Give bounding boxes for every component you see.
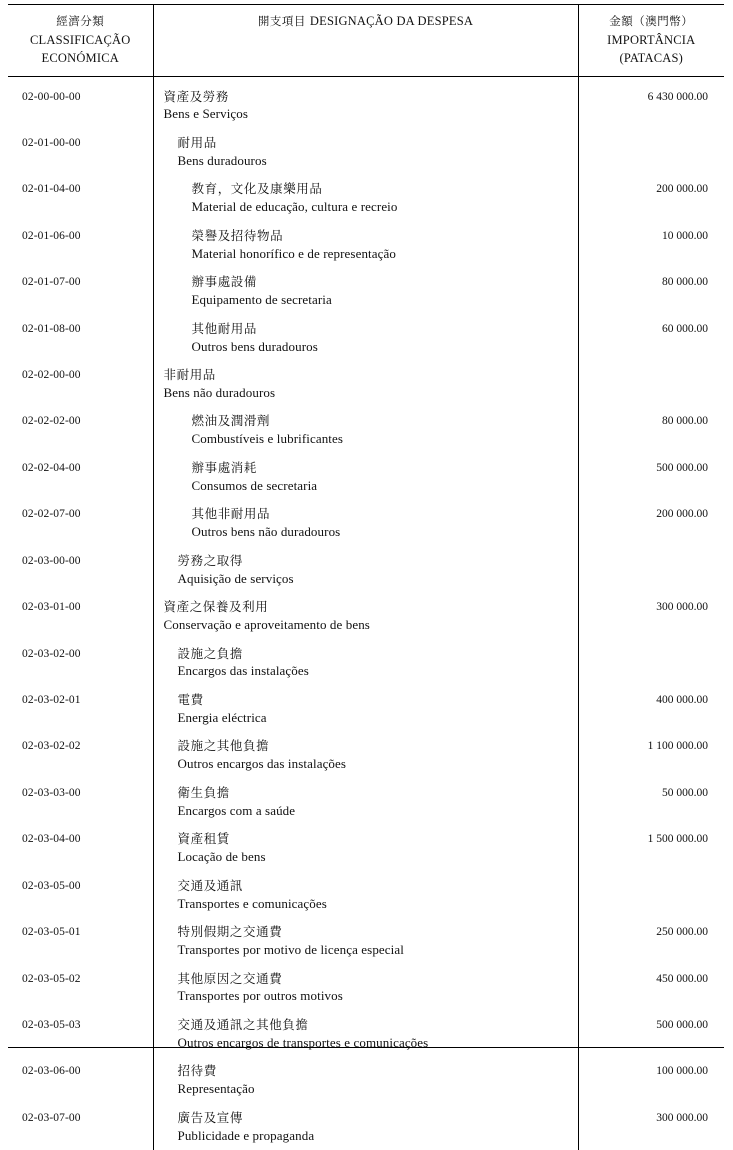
row-description-cn: 勞務之取得 — [177, 553, 244, 568]
row-classification-code: 02-03-02-00 — [22, 647, 81, 660]
row-description-cn: 其他非耐用品 — [191, 507, 271, 522]
table-row — [8, 268, 724, 314]
row-description-wrapper — [164, 367, 572, 401]
row-description — [153, 407, 578, 453]
row-description-cn: 資產租賃 — [177, 832, 230, 847]
row-amount: 450 000.00 — [656, 972, 708, 985]
row-description-cn: 辦事處設備 — [191, 275, 258, 290]
row-description-pt: Representação — [177, 1081, 255, 1097]
row-description-cn: 非耐用品 — [163, 368, 216, 383]
row-description — [153, 175, 578, 221]
row-description — [153, 686, 578, 732]
row-classification-code: 02-03-05-02 — [22, 972, 81, 985]
row-description-cn: 燃油及潤滑劑 — [191, 414, 271, 429]
budget-table-sheet — [8, 4, 724, 1143]
row-amount — [578, 640, 724, 686]
row-description-cn: 廣告及宣傳 — [177, 1110, 244, 1125]
row-description-cn: 招待費 — [177, 1064, 217, 1079]
row-amount: 100 000.00 — [656, 1065, 708, 1078]
row-description-pt: Outros bens não duradouros — [191, 524, 341, 540]
row-description-wrapper — [164, 692, 572, 726]
table-row — [8, 640, 724, 686]
row-description-pt: Transportes por outros motivos — [177, 988, 343, 1004]
row-description-pt: Aquisição de serviços — [177, 570, 294, 586]
row-description-wrapper — [164, 971, 572, 1005]
row-classification-code: 02-01-08-00 — [22, 322, 81, 335]
row-description-wrapper — [164, 553, 572, 587]
row-description-pt: Outros encargos de transportes e comunicações — [177, 1034, 429, 1050]
row-description — [153, 83, 578, 129]
table-row — [8, 825, 724, 871]
row-description — [153, 361, 578, 407]
row-amount: 300 000.00 — [656, 1111, 708, 1124]
row-classification-code: 02-03-03-00 — [22, 786, 81, 799]
row-description-cn: 辦事處消耗 — [191, 460, 258, 475]
row-description — [153, 965, 578, 1011]
row-classification-code: 02-01-00-00 — [22, 136, 81, 149]
row-amount — [578, 129, 724, 175]
row-description — [153, 315, 578, 361]
row-description-pt: Material de educação, cultura e recreio — [191, 199, 398, 215]
row-classification-code: 02-01-06-00 — [22, 229, 81, 242]
row-classification-code: 02-02-00-00 — [22, 369, 81, 382]
row-description-wrapper — [164, 89, 572, 123]
row-description-cn: 資產及勞務 — [163, 89, 230, 104]
column-header-classification-pt-line1: CLASSIFICAÇÃO — [29, 32, 131, 47]
row-amount: 80 000.00 — [662, 276, 708, 289]
row-amount: 500 000.00 — [656, 1018, 708, 1031]
row-description — [153, 1057, 578, 1103]
table-row — [8, 1104, 724, 1150]
row-classification-code: 02-02-04-00 — [22, 461, 81, 474]
row-amount: 500 000.00 — [656, 461, 708, 474]
table-row — [8, 1057, 724, 1103]
table-row — [8, 872, 724, 918]
row-description — [153, 1011, 578, 1057]
table-row — [8, 593, 724, 639]
row-description-pt: Bens e Serviços — [163, 106, 249, 122]
table-row — [8, 129, 724, 175]
row-description-pt: Outros bens duradouros — [191, 338, 318, 354]
row-description-pt: Combustíveis e lubrificantes — [191, 431, 344, 447]
row-description-pt: Material honorífico e de representação — [191, 245, 396, 261]
column-header-amount — [578, 5, 724, 76]
row-description — [153, 500, 578, 546]
column-header-description-pt-line1: DESIGNAÇÃO DA DESPESA — [309, 14, 474, 28]
row-amount: 200 000.00 — [656, 508, 708, 521]
row-classification-code: 02-03-05-01 — [22, 926, 81, 939]
row-description — [153, 454, 578, 500]
row-description-wrapper — [164, 1110, 572, 1144]
row-description-pt: Encargos das instalações — [177, 663, 309, 679]
row-classification-code: 02-03-07-00 — [22, 1111, 81, 1124]
table-row — [8, 407, 724, 453]
row-description-cn: 電費 — [177, 693, 204, 707]
row-description-pt: Transportes e comunicações — [177, 895, 327, 911]
row-description-wrapper — [164, 413, 572, 447]
row-amount: 400 000.00 — [656, 694, 708, 706]
row-classification-code: 02-02-07-00 — [22, 508, 81, 521]
table-row — [8, 965, 724, 1011]
row-description-pt: Equipamento de secretaria — [191, 292, 332, 308]
table-row — [8, 83, 724, 129]
column-header-amount-pt-line2: (PATACAS) — [619, 50, 684, 65]
table-row — [8, 779, 724, 825]
row-description-cn: 榮譽及招待物品 — [191, 228, 284, 243]
row-amount — [578, 872, 724, 918]
row-description — [153, 593, 578, 639]
row-description-wrapper — [164, 646, 572, 680]
row-description-wrapper — [164, 228, 572, 262]
budget-table — [8, 5, 724, 1150]
table-row — [8, 454, 724, 500]
row-description-pt: Bens duradouros — [177, 152, 267, 168]
row-classification-code: 02-03-00-00 — [22, 554, 81, 567]
row-description-wrapper — [164, 135, 572, 169]
row-amount: 1 500 000.00 — [647, 833, 708, 846]
row-description-wrapper — [164, 924, 572, 958]
row-amount: 10 000.00 — [662, 229, 708, 242]
row-classification-code: 02-00-00-00 — [22, 90, 81, 103]
row-classification-code: 02-03-04-00 — [22, 833, 81, 846]
row-description-wrapper — [164, 321, 572, 355]
table-row — [8, 175, 724, 221]
row-description — [153, 547, 578, 593]
row-description-cn: 設施之負擔 — [177, 646, 244, 661]
column-header-description — [153, 5, 578, 76]
row-description-cn: 耐用品 — [177, 135, 217, 150]
row-description-pt: Consumos de secretaria — [191, 477, 318, 493]
row-description-wrapper — [164, 460, 572, 494]
row-description-wrapper — [164, 506, 572, 540]
row-amount: 1 100 000.00 — [647, 740, 708, 753]
table-row — [8, 686, 724, 732]
row-classification-code: 02-03-05-00 — [22, 879, 81, 892]
row-description-cn: 資產之保養及利用 — [163, 600, 269, 615]
row-description-pt: Outros encargos das instalações — [177, 756, 347, 772]
table-row — [8, 547, 724, 593]
row-description-pt: Encargos com a saúde — [177, 802, 296, 818]
row-description — [153, 1104, 578, 1150]
row-description-pt: Transportes por motivo de licença especial — [177, 941, 404, 957]
row-description-cn: 交通及通訊 — [177, 878, 244, 893]
row-amount: 250 000.00 — [656, 926, 708, 939]
row-description-wrapper — [164, 599, 572, 633]
column-header-classification-pt-line2: ECONÓMICA — [41, 50, 119, 65]
row-classification-code: 02-03-05-03 — [22, 1018, 81, 1031]
table-row — [8, 918, 724, 964]
row-description-wrapper — [164, 878, 572, 912]
row-amount: 300 000.00 — [656, 601, 708, 614]
row-description — [153, 779, 578, 825]
row-amount: 200 000.00 — [656, 183, 708, 196]
table-row — [8, 361, 724, 407]
row-classification-code: 02-03-06-00 — [22, 1065, 81, 1078]
row-description — [153, 732, 578, 778]
row-description-pt: Publicidade e propaganda — [177, 1127, 315, 1143]
row-description-cn: 教育，文化及康樂用品 — [191, 182, 323, 197]
row-description-pt: Energia eléctrica — [177, 709, 267, 725]
row-description — [153, 129, 578, 175]
row-amount: 60 000.00 — [662, 322, 708, 335]
table-body — [8, 76, 724, 1150]
column-header-classification — [8, 5, 153, 76]
column-header-amount-cn: 金額（澳門幣） — [609, 16, 694, 28]
table-row — [8, 315, 724, 361]
row-description-wrapper — [164, 785, 572, 819]
row-amount: 50 000.00 — [662, 786, 708, 799]
row-amount — [578, 547, 724, 593]
row-description-wrapper — [164, 831, 572, 865]
row-description-wrapper — [164, 181, 572, 215]
column-header-amount-pt-line1: IMPORTÂNCIA — [607, 32, 696, 47]
row-description-wrapper — [164, 1063, 572, 1097]
row-description-pt: Conservação e aproveitamento de bens — [163, 617, 370, 633]
row-description-pt: Bens não duradouros — [163, 384, 276, 400]
row-description — [153, 640, 578, 686]
row-classification-code: 02-03-02-01 — [22, 694, 81, 706]
table-header-row — [8, 5, 724, 76]
table-row — [8, 500, 724, 546]
row-description-cn: 特別假期之交通費 — [177, 925, 283, 940]
row-description — [153, 872, 578, 918]
row-classification-code: 02-03-01-00 — [22, 601, 81, 614]
row-description — [153, 825, 578, 871]
table-header — [8, 5, 724, 76]
column-header-classification-cn: 經濟分類 — [56, 16, 105, 28]
row-amount: 80 000.00 — [662, 415, 708, 428]
row-description-cn: 設施之其他負擔 — [177, 739, 270, 754]
row-classification-code: 02-03-02-02 — [22, 740, 81, 753]
row-description-cn: 衛生負擔 — [177, 785, 230, 800]
row-classification-code: 02-02-02-00 — [22, 415, 81, 428]
row-amount: 6 430 000.00 — [647, 90, 708, 103]
row-description — [153, 268, 578, 314]
row-description-wrapper — [164, 738, 572, 772]
row-description-cn: 其他原因之交通費 — [177, 971, 283, 986]
row-description — [153, 222, 578, 268]
row-classification-code: 02-01-07-00 — [22, 276, 81, 289]
row-description-pt: Locação de bens — [177, 849, 266, 865]
column-header-description-cn: 開支項目 — [257, 16, 306, 28]
row-classification-code: 02-01-04-00 — [22, 183, 81, 196]
row-description — [153, 918, 578, 964]
row-description-cn: 其他耐用品 — [191, 321, 258, 336]
row-description-wrapper — [164, 274, 572, 308]
table-row — [8, 1011, 724, 1057]
row-description-wrapper — [164, 1017, 572, 1051]
row-description-cn: 交通及通訊之其他負擔 — [177, 1017, 309, 1032]
row-amount — [578, 361, 724, 407]
table-row — [8, 222, 724, 268]
table-row — [8, 732, 724, 778]
